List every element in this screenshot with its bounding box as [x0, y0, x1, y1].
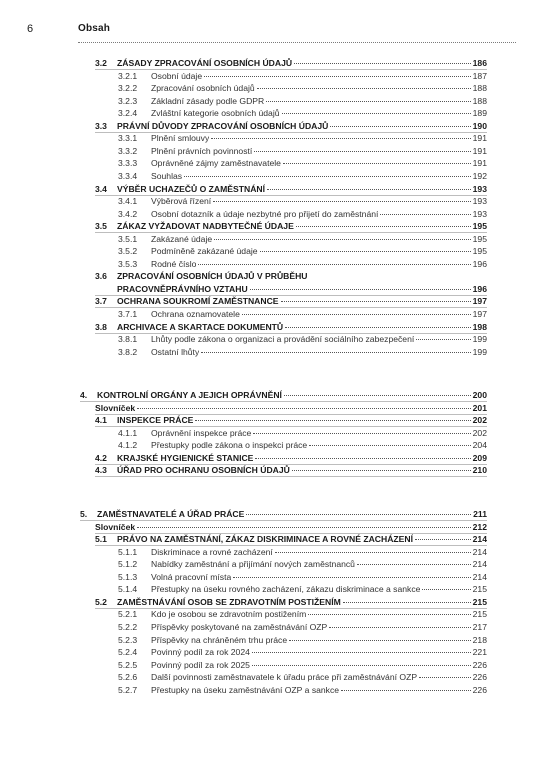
dot-leader	[255, 458, 470, 459]
dot-leader	[283, 163, 471, 164]
toc-entry[interactable]	[95, 295, 487, 307]
toc-entry-page: 188	[472, 95, 487, 106]
toc-entry-page: 218	[472, 634, 487, 645]
toc-entry-number: 5.1.4	[118, 584, 138, 595]
toc-entry-page: 192	[472, 170, 487, 181]
toc-entry-number: 3.8	[95, 321, 107, 332]
toc-entry-title: Rodné číslo	[151, 258, 197, 269]
toc-entry-title: INSPEKCE PRÁCE	[117, 415, 194, 426]
dot-leader	[211, 138, 470, 139]
toc-entry-number: 3.2.4	[118, 108, 138, 119]
toc-entry-title: Podmíněně zakázané údaje	[151, 246, 258, 257]
toc-entry-title: Přestupky na úseku rovného zacházení, zákazu diskriminace a sankce	[151, 584, 421, 595]
dot-leader	[422, 589, 470, 590]
toc-entry[interactable]	[95, 220, 487, 232]
toc-entry-page: 226	[472, 684, 487, 695]
toc-entry-number: 3.7	[95, 296, 107, 307]
dot-leader	[343, 602, 471, 603]
toc-entry-page: 221	[472, 647, 487, 658]
toc-entry-number: 3.4.2	[118, 208, 138, 219]
toc-entry-number: 4.1.1	[118, 427, 138, 438]
toc-entry-number: 3.2.2	[118, 83, 138, 94]
dot-leader	[296, 226, 471, 227]
toc-entry-page: 226	[472, 672, 487, 683]
toc-entry-page: 199	[472, 334, 487, 345]
toc-entry-title: ZÁSADY ZPRACOVÁNÍ OSOBNÍCH ÚDAJŮ	[117, 58, 293, 68]
dot-leader	[329, 627, 470, 628]
dot-leader	[254, 151, 470, 152]
toc-entry[interactable]	[118, 157, 487, 169]
toc-entry-number: 4.1	[95, 415, 107, 426]
dot-leader	[137, 408, 471, 409]
toc-entry-title: VÝBĚR UCHAZEČŮ O ZAMĚSTNÁNÍ	[117, 183, 266, 194]
toc-entry-title: Osobní dotazník a údaje nezbytné pro přijetí do zaměstnání	[151, 208, 379, 219]
toc-entry[interactable]	[95, 321, 487, 333]
toc-entry-title: ARCHIVACE A SKARTACE DOKUMENTŮ	[117, 321, 284, 332]
toc-entry-number: 5.1.3	[118, 571, 138, 582]
toc-entry-number: 3.3	[95, 120, 107, 131]
toc-entry[interactable]	[118, 233, 487, 245]
dot-leader	[233, 577, 470, 578]
toc-entry-title: Přestupky podle zákona o inspekci práce	[151, 440, 308, 451]
dot-leader	[285, 327, 471, 328]
toc-entry-number: 4.1.2	[118, 440, 138, 451]
toc-entry[interactable]	[95, 270, 487, 282]
dot-leader	[275, 552, 471, 553]
toc-entry-title: Příspěvky poskytované na zaměstnávání OZP	[151, 621, 328, 632]
toc-entry-number: 5.2.2	[118, 621, 138, 632]
toc-entry[interactable]	[118, 671, 487, 683]
toc-entry-page: 191	[472, 158, 487, 169]
toc-entry-page: 214	[472, 571, 487, 582]
toc-entry-page: 190	[472, 120, 487, 131]
page-number: 6	[27, 23, 34, 35]
toc-entry-page: 195	[472, 246, 487, 257]
toc-entry[interactable]	[95, 464, 487, 476]
dot-leader	[246, 514, 471, 515]
toc-entry-number: 3.4.1	[118, 196, 138, 207]
toc-entry[interactable]	[95, 533, 487, 545]
dot-leader	[380, 214, 470, 215]
toc-entry[interactable]	[95, 596, 487, 608]
toc-entry-number: 3.3.3	[118, 158, 138, 169]
dot-leader	[294, 63, 471, 64]
toc-entry-number: 3.3.4	[118, 170, 138, 181]
toc-entry-page: 226	[472, 659, 487, 670]
toc-entry-title: Ochrana oznamovatele	[151, 309, 240, 319]
toc-entry-title: Plnění smlouvy	[151, 133, 210, 144]
toc-entry[interactable]	[118, 646, 487, 658]
toc-entry-title: Ostatní lhůty	[151, 346, 200, 357]
dot-leader	[260, 251, 471, 252]
toc-entry[interactable]	[118, 170, 487, 182]
dot-leader	[292, 470, 471, 471]
dot-leader	[289, 640, 471, 641]
toc-entry-title: Povinný podíl za rok 2025	[151, 659, 250, 670]
toc-entry-title: PRÁVNÍ DŮVODY ZPRACOVÁNÍ OSOBNÍCH ÚDAJŮ	[117, 120, 329, 131]
dot-leader	[257, 88, 471, 89]
toc-entry-number: 3.8.1	[118, 334, 138, 345]
toc-entry-page: 195	[472, 233, 487, 244]
toc-entry-number: 5.2.5	[118, 659, 138, 670]
toc-entry[interactable]	[118, 558, 487, 570]
toc-entry-page: 214	[472, 534, 487, 545]
toc-entry-page: 187	[472, 70, 487, 81]
toc-entry-number: 3.2.1	[118, 70, 138, 81]
toc-entry-number: 3.2.3	[118, 95, 138, 106]
toc-entry-page: 211	[473, 509, 487, 519]
toc-entry-title: Volná pracovní místa	[151, 571, 232, 582]
toc-entry-page: 209	[472, 452, 487, 463]
toc-entry-title: Oprávnění inspekce práce	[151, 427, 252, 438]
dot-leader	[341, 690, 471, 691]
toc-entry[interactable]	[95, 57, 487, 69]
dot-leader	[415, 539, 471, 540]
toc-entry-number: 5.2.6	[118, 672, 138, 683]
toc-entry[interactable]	[118, 107, 487, 119]
toc-entry-title: ZAMĚSTNAVATELÉ A ÚŘAD PRÁCE	[97, 509, 245, 519]
toc-entry-page: 196	[472, 258, 487, 269]
toc-entry[interactable]	[80, 508, 487, 520]
toc-entry-title: Diskriminace a rovné zacházení	[151, 546, 273, 557]
toc-entry-title: Přestupky na úseku zaměstnávání OZP a sankce	[151, 684, 340, 695]
toc-entry-number: 5.2.3	[118, 634, 138, 645]
toc-entry-title: Lhůty podle zákona o organizaci a provádění sociálního zabezpečení	[151, 334, 415, 345]
toc-entry-title: Osobní údaje	[151, 70, 203, 81]
dot-leader	[213, 201, 470, 202]
dot-leader	[201, 352, 470, 353]
toc-entry-page: 193	[472, 208, 487, 219]
toc-entry[interactable]	[95, 452, 487, 464]
toc-entry[interactable]	[118, 571, 487, 583]
toc-entry-title: KONTROLNÍ ORGÁNY A JEJICH OPRÁVNĚNÍ	[97, 390, 282, 400]
toc-entry-page: 191	[472, 145, 487, 156]
toc-entry-number: 3.3.2	[118, 145, 138, 156]
toc-entry[interactable]	[118, 82, 487, 94]
toc-entry-number: 3.4	[95, 183, 107, 194]
toc-entry-page: 200	[472, 390, 487, 400]
dot-leader	[282, 113, 471, 114]
toc-entry-page: 193	[472, 196, 487, 207]
toc-entry-title: ZAMĚSTNÁVÁNÍ OSOB SE ZDRAVOTNÍM POSTIŽENÍM	[117, 596, 341, 607]
toc-entry-page: 210	[472, 465, 487, 476]
toc-entry[interactable]	[95, 183, 487, 195]
toc-entry-page: 191	[472, 133, 487, 144]
toc-entry-page: 214	[472, 546, 487, 557]
dot-leader	[214, 239, 471, 240]
toc-entry-page: 212	[472, 521, 487, 532]
toc-entry-number: 3.6	[95, 271, 107, 282]
toc-entry[interactable]	[118, 439, 487, 451]
toc-entry-number: 5.1.1	[118, 546, 138, 557]
toc-entry-number: 3.5	[95, 221, 107, 232]
toc-entry[interactable]	[118, 583, 487, 595]
toc-entry-page: 197	[472, 296, 487, 307]
toc-entry-title: Výběrová řízení	[151, 196, 212, 207]
toc-entry[interactable]	[118, 145, 487, 157]
toc-entry-page: 204	[472, 440, 487, 451]
toc-entry[interactable]	[95, 414, 487, 426]
toc-entry-title: KRAJSKÉ HYGIENICKÉ STANICE	[117, 452, 254, 463]
toc-entry[interactable]	[118, 621, 487, 633]
dot-leader	[416, 339, 470, 340]
toc-entry[interactable]	[118, 427, 487, 439]
toc-entry-title: PRÁVO NA ZAMĚSTNÁNÍ, ZÁKAZ DISKRIMINACE A ROVNÉ ZACHÁZENÍ	[117, 534, 414, 545]
toc-entry-page: 197	[472, 309, 487, 319]
toc-entry[interactable]	[118, 208, 487, 220]
dot-leader	[204, 76, 471, 77]
toc-entry-title: Zakázané údaje	[151, 233, 213, 244]
toc-entry[interactable]	[95, 521, 487, 533]
dot-leader	[267, 189, 471, 190]
toc-entry[interactable]	[118, 258, 487, 270]
dot-leader	[266, 101, 470, 102]
dot-leader	[308, 614, 470, 615]
dot-leader	[250, 289, 471, 290]
dot-leader	[184, 176, 471, 177]
toc-entry-number: 5.1.2	[118, 559, 138, 570]
toc-entry-number: 5.	[80, 509, 88, 519]
toc-entry-title: Nabídky zaměstnání a přijímání nových zaměstnanců	[151, 559, 355, 570]
toc-entry[interactable]	[95, 402, 487, 414]
toc-entry-page: 215	[472, 584, 487, 595]
toc-entry-title: Příspěvky na chráněném trhu práce	[151, 634, 288, 645]
dot-leader	[242, 314, 471, 315]
toc-entry-title: Slovníček	[95, 521, 136, 532]
toc-entry-page: 196	[472, 283, 487, 294]
toc-entry-number: 4.3	[95, 465, 107, 476]
toc-entry[interactable]	[118, 608, 487, 620]
dot-leader	[419, 677, 471, 678]
toc-entry-title: ÚŘAD PRO OCHRANU OSOBNÍCH ÚDAJŮ	[117, 465, 290, 476]
entry-rule	[95, 476, 487, 477]
toc-entry-title-line2: PRACOVNĚPRÁVNÍHO VZTAHU	[117, 283, 248, 294]
toc-entry-page: 199	[472, 346, 487, 357]
toc-entry[interactable]	[118, 546, 487, 558]
toc-entry[interactable]	[118, 634, 487, 646]
toc-entry-continued[interactable]	[117, 283, 487, 295]
toc-entry[interactable]	[118, 333, 487, 345]
toc-entry-page: 217	[472, 621, 487, 632]
toc-entry-number: 3.2	[95, 58, 107, 68]
toc-entry-title: Další povinnosti zaměstnavatele k úřadu práce při zaměstnávání OZP	[151, 672, 418, 683]
toc-entry-page: 215	[472, 596, 487, 607]
toc-entry-number: 5.2.4	[118, 647, 138, 658]
toc-entry-title: Oprávněné zájmy zaměstnavatele	[151, 158, 281, 169]
toc-entry-title: ZÁKAZ VYŽADOVAT NADBYTEČNÉ ÚDAJE	[117, 221, 294, 232]
toc-entry-page: 201	[472, 402, 487, 413]
toc-entry-title: Základní zásady podle GDPR	[151, 95, 265, 106]
toc-entry-number: 5.2.1	[118, 609, 138, 620]
dot-leader	[198, 264, 470, 265]
toc-entry-number: 4.	[80, 390, 88, 400]
toc-entry-page: 195	[472, 221, 487, 232]
toc-entry-title: Zpracování osobních údajů	[151, 83, 255, 94]
toc-entry-title: Slovníček	[95, 402, 136, 413]
toc-entry-page: 215	[472, 609, 487, 620]
toc-entry-title: OCHRANA SOUKROMÍ ZAMĚSTNANCE	[117, 296, 279, 307]
dot-leader	[284, 395, 471, 396]
dot-leader	[330, 126, 470, 127]
toc-entry-title: Souhlas	[151, 170, 183, 181]
toc-entry-page: 214	[472, 559, 487, 570]
toc-entry[interactable]	[118, 346, 487, 358]
toc-entry-page: 202	[472, 415, 487, 426]
dot-leader	[252, 652, 471, 653]
toc-entry[interactable]	[118, 245, 487, 257]
toc-entry-number: 3.5.1	[118, 233, 138, 244]
toc-entry-number: 3.5.3	[118, 258, 138, 269]
toc-entry-page: 198	[472, 321, 487, 332]
toc-entry[interactable]	[118, 684, 487, 696]
toc-entry-title: Povinný podíl za rok 2024	[151, 647, 250, 658]
dot-leader	[253, 433, 470, 434]
toc-entry[interactable]	[118, 95, 487, 107]
toc-entry[interactable]	[95, 120, 487, 132]
toc-entry-number: 3.5.2	[118, 246, 138, 257]
toc-entry-number: 5.1	[95, 534, 107, 545]
toc-entry-page: 186	[472, 58, 487, 68]
toc-entry-title: Zvláštní kategorie osobních údajů	[151, 108, 280, 119]
dot-leader	[281, 301, 471, 302]
toc-entry-title: Kdo je osobou se zdravotním postižením	[151, 609, 307, 620]
dot-leader	[195, 420, 470, 421]
toc-entry-page: 193	[472, 183, 487, 194]
toc-entry[interactable]	[118, 70, 487, 82]
toc-entry-page: 202	[472, 427, 487, 438]
toc-entry[interactable]	[118, 132, 487, 144]
toc-entry[interactable]	[118, 308, 487, 320]
toc-entry-title: ZPRACOVÁNÍ OSOBNÍCH ÚDAJŮ V PRŮBĚHU	[117, 271, 308, 282]
toc-entry-number: 3.7.1	[118, 309, 138, 319]
toc-entry-title: Plnění právních povinností	[151, 145, 253, 156]
dot-leader	[357, 564, 471, 565]
toc-entry-page: 189	[472, 108, 487, 119]
toc-entry[interactable]	[118, 195, 487, 207]
toc-entry-number: 5.2	[95, 596, 107, 607]
toc-entry[interactable]	[118, 659, 487, 671]
dot-leader	[252, 665, 471, 666]
dot-leader	[309, 445, 470, 446]
section-name: Obsah	[78, 23, 111, 34]
toc-entry-page: 188	[472, 83, 487, 94]
toc-entry-number: 4.2	[95, 452, 107, 463]
toc-entry[interactable]	[80, 389, 487, 401]
dot-leader	[137, 527, 471, 528]
toc-entry-number: 3.8.2	[118, 346, 138, 357]
toc-entry-number: 5.2.7	[118, 684, 138, 695]
toc-entry-number: 3.3.1	[118, 133, 138, 144]
